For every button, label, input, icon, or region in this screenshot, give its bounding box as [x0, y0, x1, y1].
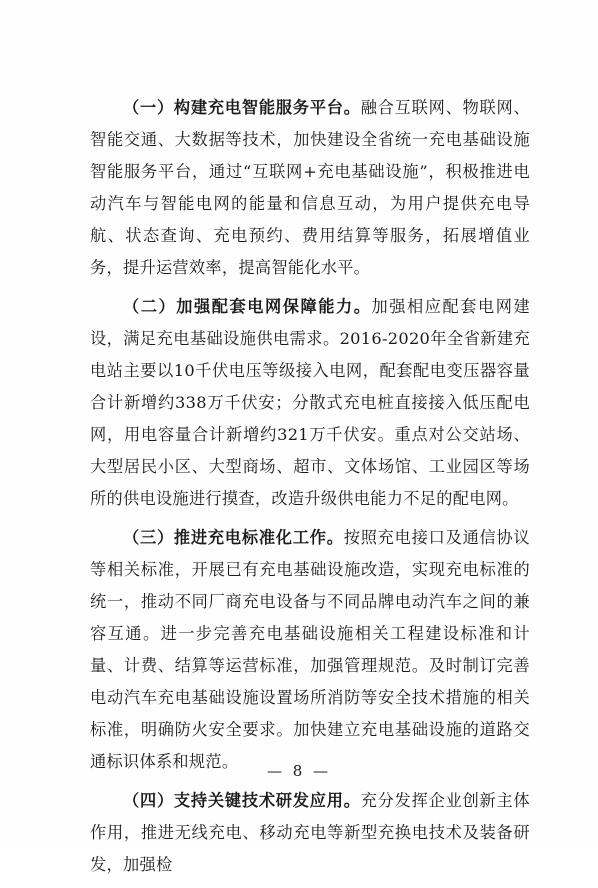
paragraph-4	[90, 785, 530, 881]
paragraph-4-heading: （四）支持关键技术研发应用。	[123, 791, 361, 810]
paragraph-2-body: 加强相应配套电网建设，满足充电基础设施供电需求。2016-2020年全省新建充电站主要以10千伏电压等级接入电网，配套配电变压器容量合计新增约338万千伏安；分散式充电桩直接接入低压配电网，用电容量合计新增约321万千伏安。重点对公交站场、大型居民小区、大型商场、超市、文体场馆、工业园区等场所的供电设施进行摸查，改造升级供电能力不足的配电网。	[90, 297, 531, 508]
paragraph-2-heading: （二）加强配套电网保障能力。	[123, 297, 372, 316]
paragraph-1	[90, 92, 530, 284]
paragraph-4-body: 充分发挥企业创新主体作用，推进无线充电、移动充电等新型充换电技术及装备研发，加强检	[90, 791, 530, 874]
paragraph-3-heading: （三）推进充电标准化工作。	[123, 528, 344, 547]
paragraph-3-body: 按照充电接口及通信协议等相关标准，开展已有充电基础设施改造，实现充电标准的统一，推动不同厂商充电设备与不同品牌电动汽车之间的兼容互通。进一步完善充电基础设施相关工程建设标准和计量、计费、结算等运营标准，加强管理规范。及时制订完善电动汽车充电基础设施设置场所消防等安全技术措施的相关标准，明确防火安全要求。加快建立充电基础设施的道路交通标识体系和规范。	[90, 528, 530, 771]
paragraph-3	[90, 522, 530, 778]
paragraph-1-body: 融合互联网、物联网、智能交通、大数据等技术，加快建设全省统一充电基础设施智能服务平台，通过“互联网+充电基础设施”，积极推进电动汽车与智能电网的能量和信息互动，为用户提供充电导航、状态查询、充电预约、费用结算等服务，拓展增值业务，提升运营效率，提高智能化水平。	[90, 98, 530, 277]
page-number: — 8 —	[266, 762, 332, 780]
paragraph-2	[90, 291, 530, 515]
paragraph-1-heading: （一）构建充电智能服务平台。	[123, 98, 361, 117]
